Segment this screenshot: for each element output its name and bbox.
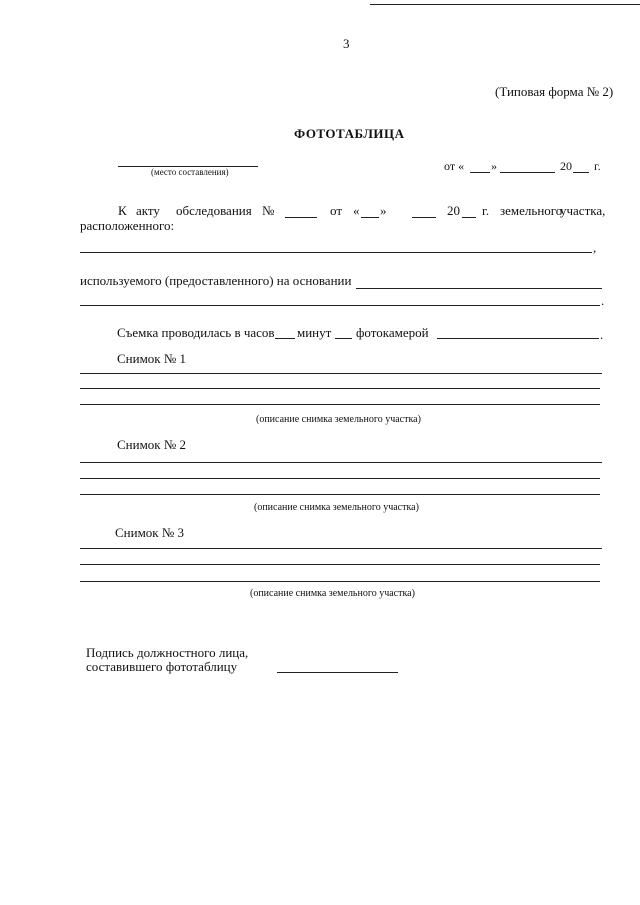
location-end: ,	[593, 240, 597, 255]
shoot-hours-field[interactable]	[275, 338, 295, 339]
photo-1-caption: (описание снимка земельного участка)	[256, 414, 421, 425]
date-ot: от «	[444, 159, 465, 173]
place-caption: (место составления)	[151, 167, 229, 177]
basis-field-2[interactable]	[80, 305, 600, 306]
act-word-uch: участка,	[560, 203, 606, 218]
shoot-end: .	[600, 327, 604, 342]
photo-1-label: Снимок № 1	[117, 351, 187, 366]
signature-label-2: составившего фототаблицу	[86, 659, 238, 674]
act-word-k: К	[118, 203, 127, 218]
basis-field-1[interactable]	[356, 288, 602, 289]
page-number: 3	[343, 36, 350, 51]
photo-2-line-3[interactable]	[80, 494, 600, 495]
date-year-suffix: г.	[594, 159, 601, 173]
form-type: (Типовая форма № 2)	[495, 84, 614, 99]
shoot-text-c: фотокамерой	[356, 325, 429, 340]
act-year-field[interactable]	[462, 217, 476, 218]
photo-3-line-3[interactable]	[80, 581, 600, 582]
act-word-obsl: обследования	[176, 203, 252, 218]
top-rule	[370, 4, 640, 5]
photo-3-caption: (описание снимка земельного участка)	[250, 588, 415, 599]
date-year-prefix: 20	[560, 159, 572, 173]
date-day-field[interactable]	[470, 172, 490, 173]
photo-1-line-3[interactable]	[80, 404, 600, 405]
act-year-suffix: г.	[482, 203, 490, 218]
photo-1-line-1[interactable]	[80, 373, 602, 374]
act-word-zem: земельного	[500, 203, 563, 218]
photo-2-line-2[interactable]	[80, 478, 600, 479]
shoot-camera-field[interactable]	[437, 338, 599, 339]
act-year-prefix: 20	[447, 203, 460, 218]
photo-2-line-1[interactable]	[80, 462, 602, 463]
act-number-sign: №	[262, 203, 275, 218]
act-month-field[interactable]	[412, 217, 436, 218]
act-open-quote: «	[353, 203, 360, 218]
date-close-quote: »	[491, 159, 497, 173]
shoot-text-b: минут	[297, 325, 332, 340]
signature-label-1: Подпись должностного лица,	[86, 645, 249, 660]
photo-1-line-2[interactable]	[80, 388, 600, 389]
photo-2-label: Снимок № 2	[117, 437, 187, 452]
page-title: ФОТОТАБЛИЦА	[294, 126, 405, 141]
date-month-field[interactable]	[500, 172, 555, 173]
act-close-quote: »	[380, 203, 387, 218]
photo-3-label: Снимок № 3	[115, 525, 185, 540]
act-located-label: расположенного:	[80, 218, 175, 233]
date-year-field[interactable]	[573, 172, 589, 173]
photo-2-caption: (описание снимка земельного участка)	[254, 502, 419, 513]
basis-end: .	[601, 293, 605, 308]
photo-3-line-1[interactable]	[80, 548, 602, 549]
shoot-minutes-field[interactable]	[335, 338, 352, 339]
location-field[interactable]	[80, 252, 592, 253]
act-day-field[interactable]	[361, 217, 379, 218]
signature-field[interactable]	[277, 672, 398, 673]
photo-3-line-2[interactable]	[80, 564, 600, 565]
act-word-aktu: акту	[136, 203, 160, 218]
used-label: используемого (предоставленного) на основании	[80, 273, 352, 288]
act-word-ot: от	[330, 203, 343, 218]
shoot-text-a: Съемка проводилась в часов	[117, 325, 275, 340]
act-number-field[interactable]	[285, 217, 317, 218]
